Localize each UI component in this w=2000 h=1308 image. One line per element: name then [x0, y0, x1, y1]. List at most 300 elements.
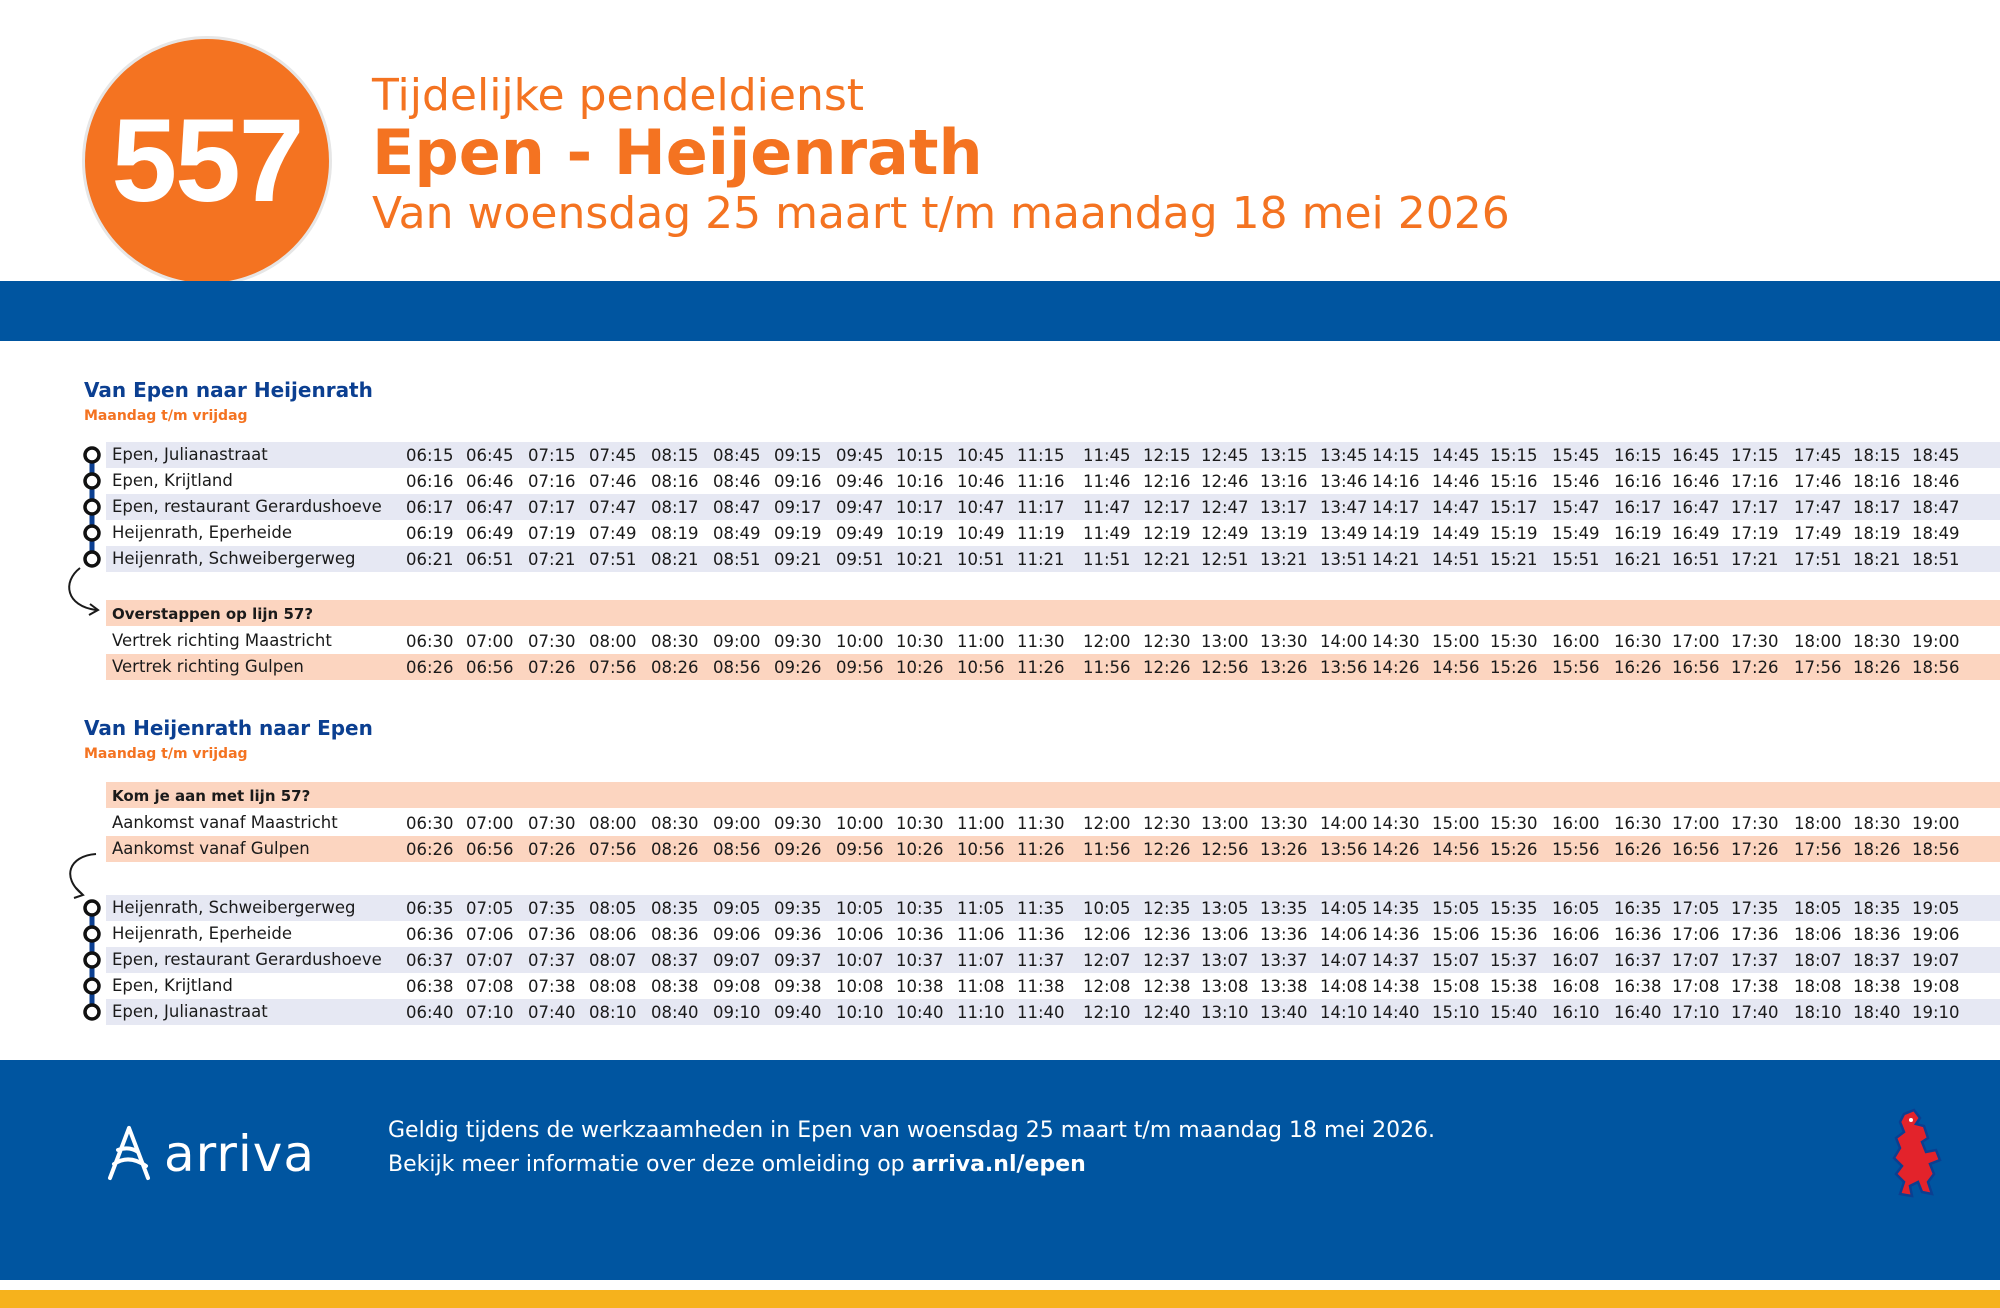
departure-time: 08:56 — [713, 840, 761, 859]
departure-time: 14:49 — [1432, 524, 1480, 543]
departure-time: 16:51 — [1672, 550, 1720, 569]
departure-time: 18:35 — [1853, 899, 1901, 918]
departure-time: 08:40 — [651, 1003, 699, 1022]
departure-time: 11:56 — [1083, 840, 1131, 859]
stop-marker — [85, 901, 99, 915]
departure-time: 16:30 — [1614, 632, 1662, 651]
departure-time: 13:16 — [1260, 472, 1308, 491]
departure-time: 18:30 — [1853, 814, 1901, 833]
departure-time: 14:38 — [1372, 977, 1420, 996]
departure-time: 09:45 — [836, 446, 884, 465]
departure-time: 10:00 — [836, 632, 884, 651]
departure-time: 07:38 — [528, 977, 576, 996]
departure-time: 09:37 — [774, 951, 822, 970]
departure-time: 10:40 — [896, 1003, 944, 1022]
departure-time: 18:17 — [1853, 498, 1901, 517]
departure-time: 17:30 — [1731, 632, 1779, 651]
stop-marker — [85, 979, 99, 993]
departure-time: 11:49 — [1083, 524, 1131, 543]
departure-time: 14:51 — [1432, 550, 1480, 569]
departure-time: 13:46 — [1320, 472, 1368, 491]
departure-time: 18:38 — [1853, 977, 1901, 996]
departure-time: 07:30 — [528, 814, 576, 833]
departure-time: 06:45 — [466, 446, 514, 465]
departure-time: 12:56 — [1201, 840, 1249, 859]
departure-time: 06:38 — [406, 977, 454, 996]
transfer-row-label: Vertrek richting Gulpen — [112, 657, 304, 676]
departure-time: 13:56 — [1320, 658, 1368, 677]
departure-time: 17:00 — [1672, 814, 1720, 833]
departure-time: 17:46 — [1794, 472, 1842, 491]
departure-time: 18:40 — [1853, 1003, 1901, 1022]
departure-time: 09:17 — [774, 498, 822, 517]
departure-time: 10:06 — [836, 925, 884, 944]
departure-time: 07:08 — [466, 977, 514, 996]
departure-time: 11:26 — [1017, 658, 1065, 677]
departure-time: 18:45 — [1912, 446, 1960, 465]
departure-time: 10:45 — [957, 446, 1005, 465]
departure-time: 19:10 — [1912, 1003, 1960, 1022]
departure-time: 15:00 — [1432, 632, 1480, 651]
departure-time: 17:17 — [1731, 498, 1779, 517]
departure-time: 13:19 — [1260, 524, 1308, 543]
departure-time: 16:36 — [1614, 925, 1662, 944]
departure-time: 08:46 — [713, 472, 761, 491]
departure-time: 17:56 — [1794, 840, 1842, 859]
route-title: Epen - Heijenrath — [372, 116, 983, 189]
departure-time: 16:00 — [1552, 632, 1600, 651]
departure-time: 09:00 — [713, 814, 761, 833]
departure-time: 16:07 — [1552, 951, 1600, 970]
stop-row-label: Epen, Julianastraat — [112, 1002, 268, 1021]
departure-time: 17:26 — [1731, 658, 1779, 677]
departure-time: 10:56 — [957, 658, 1005, 677]
departure-time: 18:16 — [1853, 472, 1901, 491]
departure-time: 16:08 — [1552, 977, 1600, 996]
departure-time: 11:45 — [1083, 446, 1131, 465]
departure-time: 12:49 — [1201, 524, 1249, 543]
stop-row-label: Epen, Krijtland — [112, 471, 233, 490]
departure-time: 19:00 — [1912, 632, 1960, 651]
departure-time: 07:05 — [466, 899, 514, 918]
departure-time: 12:56 — [1201, 658, 1249, 677]
departure-time: 14:46 — [1432, 472, 1480, 491]
departure-time: 13:00 — [1201, 632, 1249, 651]
departure-time: 14:21 — [1372, 550, 1420, 569]
departure-time: 09:16 — [774, 472, 822, 491]
departure-time: 13:49 — [1320, 524, 1368, 543]
departure-time: 09:38 — [774, 977, 822, 996]
transfer-arrow-section2 — [70, 854, 96, 898]
departure-time: 17:40 — [1731, 1003, 1779, 1022]
departure-time: 07:21 — [528, 550, 576, 569]
departure-time: 08:10 — [589, 1003, 637, 1022]
departure-time: 11:07 — [957, 951, 1005, 970]
departure-time: 11:26 — [1017, 840, 1065, 859]
section2-title: Van Heijenrath naar Epen — [84, 716, 373, 740]
stop-marker — [85, 953, 99, 967]
departure-time: 06:36 — [406, 925, 454, 944]
departure-time: 15:46 — [1552, 472, 1600, 491]
stop-marker — [85, 526, 99, 540]
departure-time: 11:21 — [1017, 550, 1065, 569]
departure-time: 06:30 — [406, 814, 454, 833]
departure-time: 16:49 — [1672, 524, 1720, 543]
departure-time: 18:46 — [1912, 472, 1960, 491]
departure-time: 10:05 — [1083, 899, 1131, 918]
departure-time: 13:10 — [1201, 1003, 1249, 1022]
stop-row-label: Epen, restaurant Gerardushoeve — [112, 950, 382, 969]
departure-time: 11:19 — [1017, 524, 1065, 543]
departure-time: 13:51 — [1320, 550, 1368, 569]
departure-time: 09:26 — [774, 840, 822, 859]
departure-time: 11:00 — [957, 814, 1005, 833]
departure-time: 15:30 — [1490, 814, 1538, 833]
departure-time: 16:35 — [1614, 899, 1662, 918]
departure-time: 09:19 — [774, 524, 822, 543]
departure-time: 07:49 — [589, 524, 637, 543]
departure-time: 17:16 — [1731, 472, 1779, 491]
departure-time: 12:51 — [1201, 550, 1249, 569]
departure-time: 06:16 — [406, 472, 454, 491]
departure-time: 08:37 — [651, 951, 699, 970]
departure-time: 10:36 — [896, 925, 944, 944]
departure-time: 15:56 — [1552, 840, 1600, 859]
departure-time: 14:19 — [1372, 524, 1420, 543]
departure-time: 15:00 — [1432, 814, 1480, 833]
departure-time: 08:26 — [651, 658, 699, 677]
departure-time: 13:37 — [1260, 951, 1308, 970]
departure-time: 11:15 — [1017, 446, 1065, 465]
departure-time: 09:30 — [774, 632, 822, 651]
departure-time: 14:37 — [1372, 951, 1420, 970]
departure-time: 12:21 — [1143, 550, 1191, 569]
departure-time: 08:30 — [651, 632, 699, 651]
departure-time: 09:07 — [713, 951, 761, 970]
departure-time: 07:10 — [466, 1003, 514, 1022]
departure-time: 18:26 — [1853, 658, 1901, 677]
departure-time: 07:30 — [528, 632, 576, 651]
departure-time: 18:30 — [1853, 632, 1901, 651]
departure-time: 15:51 — [1552, 550, 1600, 569]
departure-time: 10:30 — [896, 814, 944, 833]
departure-time: 10:26 — [896, 840, 944, 859]
departure-time: 12:16 — [1143, 472, 1191, 491]
departure-time: 09:10 — [713, 1003, 761, 1022]
arriva-logo — [102, 1124, 315, 1184]
departure-time: 06:19 — [406, 524, 454, 543]
stop-marker — [85, 1005, 99, 1019]
departure-time: 13:05 — [1201, 899, 1249, 918]
departure-time: 15:49 — [1552, 524, 1600, 543]
departure-time: 14:26 — [1372, 840, 1420, 859]
stop-marker — [85, 474, 99, 488]
departure-time: 15:38 — [1490, 977, 1538, 996]
departure-time: 11:06 — [957, 925, 1005, 944]
departure-time: 07:15 — [528, 446, 576, 465]
departure-time: 10:51 — [957, 550, 1005, 569]
section1-days: Maandag t/m vrijdag — [84, 408, 248, 424]
departure-time: 18:08 — [1794, 977, 1842, 996]
departure-time: 17:08 — [1672, 977, 1720, 996]
transfer-heading-label: Kom je aan met lijn 57? — [112, 787, 311, 805]
departure-time: 12:00 — [1083, 632, 1131, 651]
validity-period: Van woensdag 25 maart t/m maandag 18 mei 2026 — [372, 188, 1510, 239]
departure-time: 17:30 — [1731, 814, 1779, 833]
departure-time: 14:00 — [1320, 814, 1368, 833]
departure-time: 06:26 — [406, 840, 454, 859]
departure-time: 11:30 — [1017, 814, 1065, 833]
departure-time: 06:15 — [406, 446, 454, 465]
departure-time: 10:16 — [896, 472, 944, 491]
departure-time: 09:56 — [836, 658, 884, 677]
departure-time: 16:37 — [1614, 951, 1662, 970]
departure-time: 07:00 — [466, 632, 514, 651]
departure-time: 18:00 — [1794, 814, 1842, 833]
departure-time: 17:19 — [1731, 524, 1779, 543]
stop-marker — [85, 500, 99, 514]
departure-time: 19:00 — [1912, 814, 1960, 833]
departure-time: 14:15 — [1372, 446, 1420, 465]
departure-time: 14:06 — [1320, 925, 1368, 944]
departure-time: 10:19 — [896, 524, 944, 543]
departure-time: 07:07 — [466, 951, 514, 970]
departure-time: 15:35 — [1490, 899, 1538, 918]
departure-time: 15:47 — [1552, 498, 1600, 517]
transfer-row-label: Vertrek richting Maastricht — [112, 631, 332, 650]
departure-time: 09:51 — [836, 550, 884, 569]
departure-time: 12:37 — [1143, 951, 1191, 970]
departure-time: 13:07 — [1201, 951, 1249, 970]
departure-time: 14:10 — [1320, 1003, 1368, 1022]
departure-time: 06:56 — [466, 658, 514, 677]
departure-time: 10:00 — [836, 814, 884, 833]
departure-time: 18:10 — [1794, 1003, 1842, 1022]
departure-time: 11:00 — [957, 632, 1005, 651]
departure-time: 14:40 — [1372, 1003, 1420, 1022]
departure-time: 12:30 — [1143, 814, 1191, 833]
departure-time: 18:49 — [1912, 524, 1960, 543]
departure-time: 11:16 — [1017, 472, 1065, 491]
departure-time: 13:08 — [1201, 977, 1249, 996]
departure-time: 09:47 — [836, 498, 884, 517]
transfer-row-label: Aankomst vanaf Gulpen — [112, 839, 310, 858]
departure-time: 13:15 — [1260, 446, 1308, 465]
departure-time: 10:17 — [896, 498, 944, 517]
departure-time: 19:05 — [1912, 899, 1960, 918]
departure-time: 07:35 — [528, 899, 576, 918]
departure-time: 12:46 — [1201, 472, 1249, 491]
departure-time: 07:26 — [528, 658, 576, 677]
departure-time: 17:26 — [1731, 840, 1779, 859]
footer-validity-note: Geldig tijdens de werkzaamheden in Epen van woensdag 25 maart t/m maandag 18 mei 2026. — [388, 1118, 1436, 1143]
departure-time: 08:51 — [713, 550, 761, 569]
departure-time: 08:00 — [589, 814, 637, 833]
transfer-row-label: Aankomst vanaf Maastricht — [112, 813, 338, 832]
footer-info-link[interactable]: arriva.nl/epen — [911, 1152, 1086, 1177]
stop-marker — [85, 927, 99, 941]
departure-time: 17:15 — [1731, 446, 1779, 465]
departure-time: 12:35 — [1143, 899, 1191, 918]
departure-time: 14:30 — [1372, 632, 1420, 651]
departure-time: 10:35 — [896, 899, 944, 918]
departure-time: 12:45 — [1201, 446, 1249, 465]
departure-time: 08:15 — [651, 446, 699, 465]
departure-time: 13:35 — [1260, 899, 1308, 918]
departure-time: 10:26 — [896, 658, 944, 677]
stop-marker — [85, 448, 99, 462]
departure-time: 08:00 — [589, 632, 637, 651]
departure-time: 16:56 — [1672, 840, 1720, 859]
departure-time: 15:17 — [1490, 498, 1538, 517]
departure-time: 13:26 — [1260, 658, 1308, 677]
departure-time: 15:19 — [1490, 524, 1538, 543]
departure-time: 07:16 — [528, 472, 576, 491]
departure-time: 06:35 — [406, 899, 454, 918]
departure-time: 10:47 — [957, 498, 1005, 517]
departure-time: 10:08 — [836, 977, 884, 996]
departure-time: 17:51 — [1794, 550, 1842, 569]
departure-time: 14:56 — [1432, 840, 1480, 859]
departure-time: 17:06 — [1672, 925, 1720, 944]
departure-time: 07:46 — [589, 472, 637, 491]
departure-time: 07:47 — [589, 498, 637, 517]
departure-time: 08:36 — [651, 925, 699, 944]
departure-time: 08:17 — [651, 498, 699, 517]
departure-time: 08:49 — [713, 524, 761, 543]
departure-time: 09:15 — [774, 446, 822, 465]
departure-time: 14:30 — [1372, 814, 1420, 833]
departure-time: 08:19 — [651, 524, 699, 543]
departure-time: 08:47 — [713, 498, 761, 517]
departure-time: 17:47 — [1794, 498, 1842, 517]
departure-time: 16:40 — [1614, 1003, 1662, 1022]
departure-time: 13:30 — [1260, 632, 1308, 651]
departure-time: 06:56 — [466, 840, 514, 859]
departure-time: 12:40 — [1143, 1003, 1191, 1022]
departure-time: 12:17 — [1143, 498, 1191, 517]
departure-time: 19:07 — [1912, 951, 1960, 970]
departure-time: 18:05 — [1794, 899, 1842, 918]
departure-time: 06:40 — [406, 1003, 454, 1022]
departure-time: 09:21 — [774, 550, 822, 569]
departure-time: 14:00 — [1320, 632, 1368, 651]
departure-time: 07:36 — [528, 925, 576, 944]
departure-time: 12:47 — [1201, 498, 1249, 517]
departure-time: 11:05 — [957, 899, 1005, 918]
departure-time: 08:16 — [651, 472, 699, 491]
departure-time: 15:56 — [1552, 658, 1600, 677]
departure-time: 18:15 — [1853, 446, 1901, 465]
departure-time: 10:38 — [896, 977, 944, 996]
departure-time: 13:06 — [1201, 925, 1249, 944]
departure-time: 06:47 — [466, 498, 514, 517]
departure-time: 14:35 — [1372, 899, 1420, 918]
departure-time: 11:46 — [1083, 472, 1131, 491]
departure-time: 16:47 — [1672, 498, 1720, 517]
departure-time: 13:56 — [1320, 840, 1368, 859]
departure-time: 17:07 — [1672, 951, 1720, 970]
departure-time: 11:17 — [1017, 498, 1065, 517]
departure-time: 07:40 — [528, 1003, 576, 1022]
departure-time: 13:26 — [1260, 840, 1308, 859]
departure-time: 11:08 — [957, 977, 1005, 996]
departure-time: 14:08 — [1320, 977, 1368, 996]
departure-time: 10:05 — [836, 899, 884, 918]
departure-time: 14:56 — [1432, 658, 1480, 677]
departure-time: 15:37 — [1490, 951, 1538, 970]
departure-time: 12:26 — [1143, 658, 1191, 677]
departure-time: 06:49 — [466, 524, 514, 543]
departure-time: 16:06 — [1552, 925, 1600, 944]
departure-time: 12:08 — [1083, 977, 1131, 996]
departure-time: 16:45 — [1672, 446, 1720, 465]
departure-time: 07:00 — [466, 814, 514, 833]
departure-time: 08:21 — [651, 550, 699, 569]
departure-time: 18:19 — [1853, 524, 1901, 543]
departure-time: 09:26 — [774, 658, 822, 677]
departure-time: 09:36 — [774, 925, 822, 944]
departure-time: 12:26 — [1143, 840, 1191, 859]
departure-time: 08:06 — [589, 925, 637, 944]
departure-time: 09:06 — [713, 925, 761, 944]
departure-time: 16:17 — [1614, 498, 1662, 517]
departure-time: 15:36 — [1490, 925, 1538, 944]
departure-time: 06:17 — [406, 498, 454, 517]
departure-time: 07:45 — [589, 446, 637, 465]
departure-time: 16:56 — [1672, 658, 1720, 677]
departure-time: 16:00 — [1552, 814, 1600, 833]
departure-time: 18:06 — [1794, 925, 1842, 944]
departure-time: 17:35 — [1731, 899, 1779, 918]
departure-time: 07:17 — [528, 498, 576, 517]
departure-time: 07:56 — [589, 658, 637, 677]
departure-time: 11:37 — [1017, 951, 1065, 970]
departure-time: 15:16 — [1490, 472, 1538, 491]
departure-time: 08:38 — [651, 977, 699, 996]
departure-time: 06:46 — [466, 472, 514, 491]
departure-time: 13:36 — [1260, 925, 1308, 944]
departure-time: 17:38 — [1731, 977, 1779, 996]
stop-row-label: Epen, restaurant Gerardushoeve — [112, 497, 382, 516]
departure-time: 18:47 — [1912, 498, 1960, 517]
departure-time: 08:35 — [651, 899, 699, 918]
departure-time: 13:40 — [1260, 1003, 1308, 1022]
departure-time: 11:36 — [1017, 925, 1065, 944]
departure-time: 16:21 — [1614, 550, 1662, 569]
departure-time: 11:47 — [1083, 498, 1131, 517]
stop-row-label: Heijenrath, Eperheide — [112, 924, 293, 943]
departure-time: 13:00 — [1201, 814, 1249, 833]
departure-time: 18:00 — [1794, 632, 1842, 651]
departure-time: 10:56 — [957, 840, 1005, 859]
footer-stripe — [0, 1290, 2000, 1308]
departure-time: 06:21 — [406, 550, 454, 569]
departure-time: 06:30 — [406, 632, 454, 651]
departure-time: 10:37 — [896, 951, 944, 970]
departure-time: 16:26 — [1614, 840, 1662, 859]
departure-time: 11:40 — [1017, 1003, 1065, 1022]
departure-time: 15:30 — [1490, 632, 1538, 651]
departure-time: 12:10 — [1083, 1003, 1131, 1022]
departure-time: 15:15 — [1490, 446, 1538, 465]
service-subtitle: Tijdelijke pendeldienst — [372, 70, 865, 121]
departure-time: 15:10 — [1432, 1003, 1480, 1022]
departure-time: 13:17 — [1260, 498, 1308, 517]
transfer-arrow-section1 — [69, 568, 98, 615]
departure-time: 16:16 — [1614, 472, 1662, 491]
departure-time: 12:06 — [1083, 925, 1131, 944]
